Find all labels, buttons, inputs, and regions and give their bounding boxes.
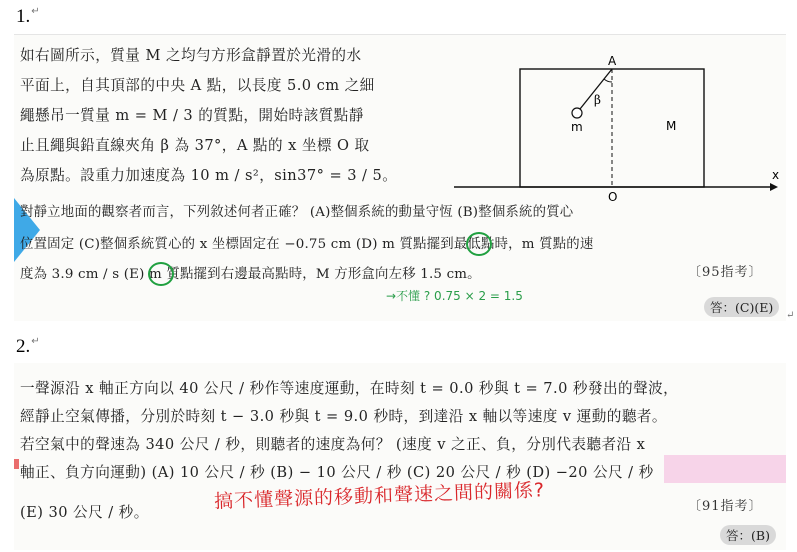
q1-line-2: 平面上，自其頂部的中央 A 點，以長度 5.0 cm 之細 [20,77,375,94]
q1-line-3: 繩懸吊一質量 m = M / 3 的質點，開始時該質點靜 [20,107,364,124]
question-1-scan [14,34,786,321]
q2-handwritten-note: 搞不懂聲源的移動和聲速之間的關係? [213,479,546,513]
q2-line-5: (E) 30 公尺 / 秒。 [20,504,149,521]
question-2-number: 2.↵ [16,336,40,357]
pink-highlight [664,455,786,483]
green-circle-option-e [148,262,174,286]
question-2-scan [14,363,786,550]
label-M: M [666,119,677,133]
q2-line-1: 一聲源沿 x 軸正方向以 40 公尺 / 秒作等速度運動，在時刻 t = 0.0 秒與 t = 7.0 秒發出的聲波， [20,380,679,397]
label-O: O [608,190,618,203]
q1-source: 〔95指考〕 [688,265,763,280]
q2-source: 〔91指考〕 [688,499,763,514]
label-m: m [571,120,583,134]
label-A: A [608,54,617,68]
angle-arc [604,79,612,82]
question-1-number: 1.↵ [16,6,40,27]
label-beta: β [594,93,601,107]
mass-m-circle [572,108,582,118]
x-axis-arrow [770,183,778,191]
q1-figure [444,53,784,203]
label-x: x [772,168,780,182]
q2-line-3: 若空氣中的聲速為 340 公尺 / 秒，則聽者的速度為何？ (速度 v 之正、負，分別代表聽者沿 x [20,436,646,453]
q1-line-4: 止且繩與鉛直線夾角 β 為 37°，A 點的 x 坐標 O 取 [20,137,370,154]
q2-line-2: 經靜止空氣傳播，分別於時刻 t − 3.0 秒與 t = 9.0 秒時，到達沿 x 軸以等速度 v 運動的聽者。 [20,408,667,425]
q1-answer-badge: 答：(C)(E) [704,297,779,317]
red-edge-mark [14,459,19,469]
q1-line-5: 為原點。設重力加速度為 10 m / s²，sin37° = 3 / 5。 [20,167,398,184]
green-circle-option-d [466,232,492,256]
q1-line-8: 度為 3.9 cm / s (E) m 質點擺到右邊最高點時，M 方形盒向左移 1.5 cm。 [20,267,481,282]
q1-line-1: 如右圖所示，質量 M 之均勻方形盒靜置於光滑的水 [20,47,362,64]
q1-handwritten-note: →不懂 ? 0.75 × 2 = 1.5 [386,289,523,303]
q1-line-7: 位置固定 (C)整個系統質心的 x 坐標固定在 −0.75 cm (D) m 質點擺到最低點時，m 質點的速 [20,237,594,252]
q2-line-4: 軸正、負方向運動) (A) 10 公尺 / 秒 (B) − 10 公尺 / 秒 (C) 20 公尺 / 秒 (D) −20 公尺 / 秒 [20,464,654,481]
return-mark: ↵ [786,310,795,321]
q2-answer-badge: 答：(B) [720,525,776,545]
q1-line-6: 對靜立地面的觀察者而言，下列敘述何者正確？ (A)整個系統的動量守恆 (B)整個系統的質心 [20,205,574,220]
